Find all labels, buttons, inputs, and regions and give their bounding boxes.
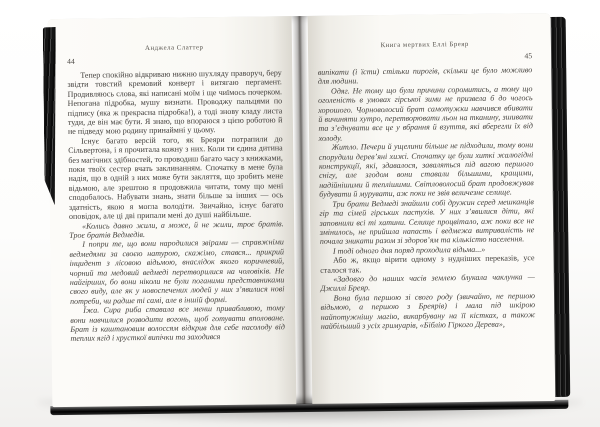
quote-paragraph: І тоді одного дня поряд проходила відьма...» <box>332 244 486 256</box>
right-page-text <box>318 65 536 331</box>
quote-paragraph: «Задовго до наших часів землею блукала чаклунка — Джиллі Бреяр. <box>320 272 535 294</box>
left-page-text <box>67 68 285 343</box>
quote-paragraph: випікати (і їсти) стільки пирогів, скільки це було можливо для людини. <box>317 65 533 87</box>
page-number-right: 45 <box>524 50 533 60</box>
right-page-header <box>317 39 532 63</box>
quote-paragraph: Їжа. Сира риба ставала все менш привабливою, тому вони навчилися розводити вогонь, щоб готувати вполоване. Брат із каштановим волоссям відкрив для себе насолоду від теплих ягід і хрусткої випічки та заходився <box>70 303 285 344</box>
running-header-author: Анджела Слаттер <box>144 44 204 52</box>
right-page <box>307 13 555 404</box>
paragraph: Існує багато версій того, як Бреяри потрапили до Сільвертона, і я прочитала кожну з них. Коли ти єдина дитина без магічних здібностей, то проводиш багато часу з книжками, поки твоїх сестер вчать заклинанням. Спочатку в мене була надія, що в одній з них може бути закляття, що зробить мене відьмою, але зрештою я продовжила читати, тому що мені сподобалось. Набувати знань, знати більше за інших — ось здатність, якою я могла володіти. Звичайно, існує багато оповідок, але ці дві припали мені до душі найбільше. <box>68 134 284 221</box>
paragraph: Тепер спокійно відкриваю нижню шухляду праворуч, беру звідти товстий кремовий конверт і витягаю пергамент. Продивляюсь слова, які написані моїм і ще чиїмось почерком. Непогана підробка, мушу визнати. Проводжу пальцями по підпису (яка ж прекрасна підробка!), а тоді знову кладу листа туди, де він має бути. Я знаю, що впораюся з цією роботою й не підведу мою родину принаймні у цьому. <box>67 68 283 137</box>
left-page-header <box>67 42 282 66</box>
left-page <box>48 16 296 407</box>
running-header-title: Книга мертвих Еллі Бреяр <box>380 40 469 50</box>
quote-paragraph: Одяг. Не тому що були причини соромитись, а тому що оголеність в умовах гірської зими не призвела б до чогось хорошого. Чорноволосий брат самотужки навчився вбивати й вичиняти хутро, перетворювати льон на тканину, зшивати та з’єднувати все це у вбрання й взуття, які вберегли їх від холоду. <box>318 84 534 143</box>
paragraph: Або ж, якщо вірити одному з нудніших переказів, усе сталося так. <box>320 253 535 275</box>
quote-paragraph: Три брати Ведмеді знайшли собі дружин серед мешканців гір та сімей гірських пастухів. У них з’явилися діти, які заповнили всі ті хатини. Селище процвітало, аж поки все не змінилось, не прийшла напасть і ведмежа витривалість не почала зникати разом зі здоров’ям та кількістю населення. <box>319 196 535 247</box>
page-number-left: 44 <box>67 56 75 66</box>
quote-paragraph: «Колись давно жили, а може, й не жили, троє братів. Троє братів Ведмедів. <box>69 218 284 240</box>
quote-paragraph: Житло. Печери й ущелини більше не підходили, тому вони спорудили дерев’яні хижі. Спочатку це були хиткі жалюгідні конструкції, які, здавалося, заваляться під вагою першого снігу, але згодом вони ставали більшими, кращими, надійнішими й теплішими. Світловолосий брат продовжував будувати й мурувати, аж поки не звів величезне селище. <box>318 140 534 200</box>
book-spread <box>48 13 556 407</box>
quote-paragraph: І попри те, що вони народилися звірами — справжніми ведмедями за своєю натурою, скажімо, стався... прикрий інцидент з лісовою відьмою, внаслідок якого коричневий, чорний та медовий ведмеді перетворилися на чоловіків. Не найгірших, бо вони ніколи не були поганими представниками свого виду, але як у новоспечених людей у них з’явилися нові потреби, чи радше ті самі, але в іншій формі. <box>69 237 285 306</box>
quote-paragraph: Вона була першою зі свого роду (звичайно, не першою відьмою, а першою з Бреярів) і мала під шкірою найпотужнішу магію, викарбувану на її кістках, а також найбільший з усіх гримуарів, «Біблію Гіркого Дерева», <box>320 290 536 331</box>
open-book <box>42 11 571 415</box>
